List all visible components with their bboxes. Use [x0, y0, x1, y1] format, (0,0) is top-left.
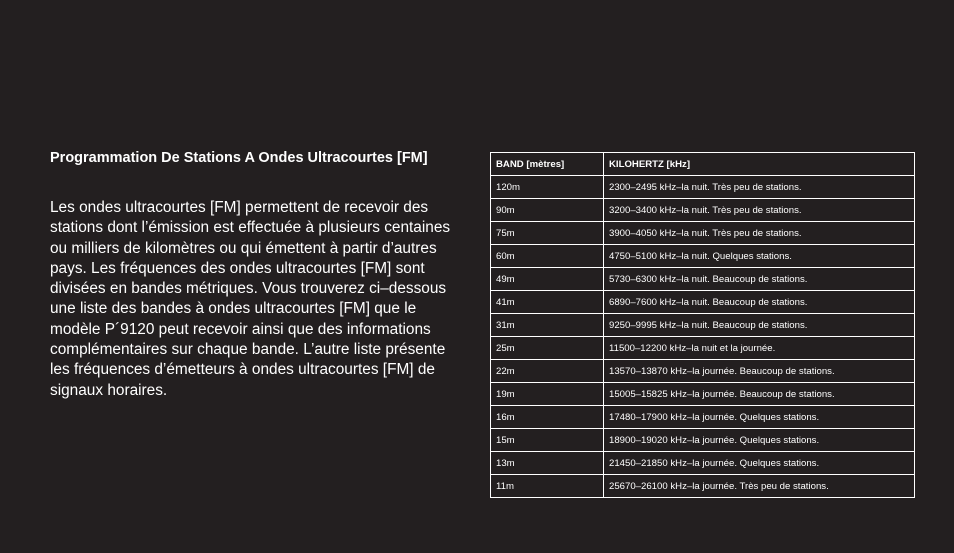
frequency-cell: 6890–7600 kHz–la nuit. Beaucoup de stations.: [604, 291, 915, 314]
frequency-cell: 3900–4050 kHz–la nuit. Très peu de stations.: [604, 222, 915, 245]
band-cell: 19m: [491, 383, 604, 406]
table-row: [491, 383, 915, 406]
header-band: BAND [mètres]: [491, 153, 604, 176]
table-row: [491, 199, 915, 222]
table-row: [491, 268, 915, 291]
table-row: [491, 337, 915, 360]
frequency-cell: 17480–17900 kHz–la journée. Quelques stations.: [604, 406, 915, 429]
band-cell: 60m: [491, 245, 604, 268]
band-table-container: [490, 152, 915, 498]
frequency-cell: 25670–26100 kHz–la journée. Très peu de stations.: [604, 475, 915, 498]
frequency-cell: 11500–12200 kHz–la nuit et la journée.: [604, 337, 915, 360]
frequency-cell: 13570–13870 kHz–la journée. Beaucoup de stations.: [604, 360, 915, 383]
table-row: [491, 222, 915, 245]
table-row: [491, 360, 915, 383]
table-row: [491, 452, 915, 475]
table-row: [491, 176, 915, 199]
frequency-cell: 15005–15825 kHz–la journée. Beaucoup de stations.: [604, 383, 915, 406]
band-cell: 90m: [491, 199, 604, 222]
band-cell: 16m: [491, 406, 604, 429]
table-row: [491, 314, 915, 337]
band-cell: 41m: [491, 291, 604, 314]
text-column: [50, 148, 460, 401]
frequency-cell: 3200–3400 kHz–la nuit. Très peu de stations.: [604, 199, 915, 222]
band-cell: 120m: [491, 176, 604, 199]
band-cell: 25m: [491, 337, 604, 360]
intro-paragraph: Les ondes ultracourtes [FM] permettent de recevoir des stations dont l’émission est effectuée à plusieurs centaines ou milliers de kilomètres ou qui émettent à partir d’autres pays. Les fréquences des ondes ultracourtes [FM] sont divisées en bandes métriques. Vous trouverez ci–dessous une liste des bandes à ondes ultracourtes [FM] que le modèle P´9120 peut recevoir ainsi que des informations complémentaires sur chaque bande. L’autre liste présente les fréquences d’émetteurs à ondes ultracourtes [FM] de signaux horaires.: [50, 199, 451, 399]
table-row: [491, 475, 915, 498]
frequency-cell: 9250–9995 kHz–la nuit. Beaucoup de stations.: [604, 314, 915, 337]
header-kilohertz: KILOHERTZ [kHz]: [604, 153, 915, 176]
frequency-cell: 2300–2495 kHz–la nuit. Très peu de stations.: [604, 176, 915, 199]
band-cell: 75m: [491, 222, 604, 245]
table-row: [491, 245, 915, 268]
band-cell: 13m: [491, 452, 604, 475]
table-row: [491, 406, 915, 429]
band-frequency-table: [490, 152, 915, 498]
table-header-row: [491, 153, 915, 176]
table-row: [491, 429, 915, 452]
frequency-cell: 5730–6300 kHz–la nuit. Beaucoup de stations.: [604, 268, 915, 291]
band-cell: 31m: [491, 314, 604, 337]
frequency-cell: 21450–21850 kHz–la journée. Quelques stations.: [604, 452, 915, 475]
band-cell: 15m: [491, 429, 604, 452]
band-cell: 11m: [491, 475, 604, 498]
band-cell: 22m: [491, 360, 604, 383]
frequency-cell: 4750–5100 kHz–la nuit. Quelques stations.: [604, 245, 915, 268]
section-heading: Programmation De Stations A Ondes Ultracourtes [FM]: [50, 150, 428, 166]
table-row: [491, 291, 915, 314]
frequency-cell: 18900–19020 kHz–la journée. Quelques stations.: [604, 429, 915, 452]
band-cell: 49m: [491, 268, 604, 291]
